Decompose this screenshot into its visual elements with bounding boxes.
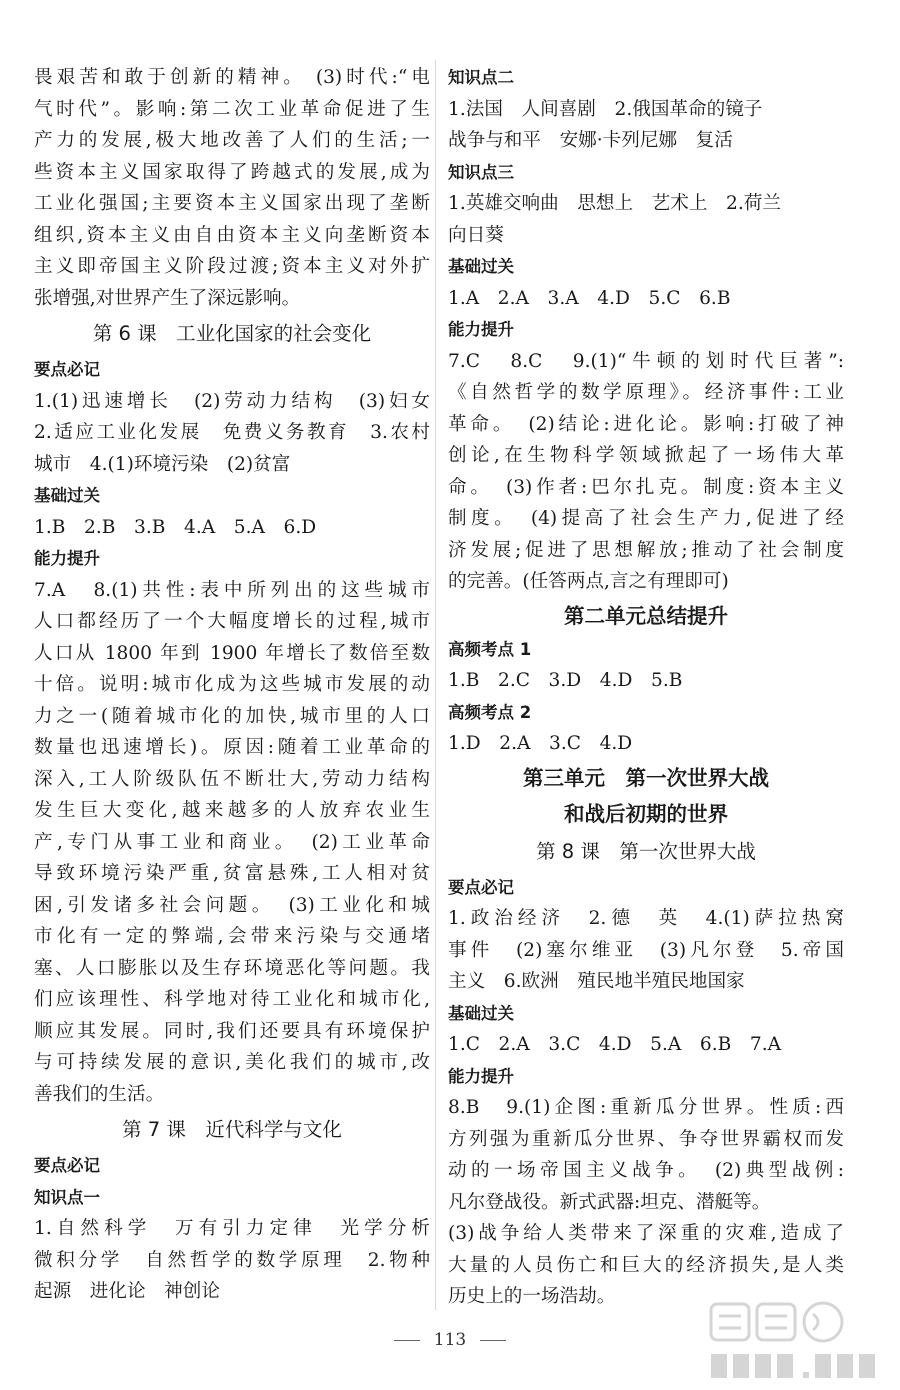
page-number-text: 113 xyxy=(433,1330,467,1350)
answer-line: 善我们的生活。 xyxy=(34,1083,165,1105)
answer-line: 起源 进化论 神创论 xyxy=(34,1281,220,1302)
text-line: 气时代”。影响:第二次工业革命促进了生 xyxy=(34,98,430,120)
lesson-8-title: 第 8 课 第一次世界大战 xyxy=(536,839,756,863)
section-label: 要点必记 xyxy=(448,877,514,897)
text-line: 产力的发展,极大地改善了人们的生活;一 xyxy=(34,130,430,151)
answer-line: 战争与和平 安娜·卡列尼娜 复活 xyxy=(448,130,733,151)
section-label: 能力提升 xyxy=(34,549,100,568)
text-line: 畏艰苦和敢于创新的精神。 (3)时代:“电 xyxy=(34,67,430,88)
page-number-dash-left xyxy=(394,1340,420,1341)
answer-line: 1.政治经济 2.德 英 4.(1)萨拉热窝 xyxy=(448,908,844,929)
answer-line: 1.英雄交响曲 思想上 艺术上 2.荷兰 xyxy=(448,193,781,214)
answer-line: 们应该理性、科学地对待工业化和城市化, xyxy=(34,989,430,1010)
text-line: 组织,资本主义由自由资本主义向垄断资本 xyxy=(34,224,430,246)
section-label: 基础过关 xyxy=(448,1003,514,1023)
answer-line: 1.法国 人间喜剧 2.俄国革命的镜子 xyxy=(448,98,763,120)
unit-3-title-continued: 和战后初期的世界 xyxy=(564,801,728,826)
answer-line: 动的一场帝国主义战争。 (2)典型战例: xyxy=(448,1160,844,1181)
lesson-6-title: 第 6 课 工业化国家的社会变化 xyxy=(92,322,372,345)
answer-line: 城市 4.(1)环境污染 (2)贫富 xyxy=(34,453,291,475)
answer-line: 1.C 2.A 3.C 4.D 5.A 6.B 7.A xyxy=(448,1034,782,1055)
section-label: 要点必记 xyxy=(34,1156,100,1175)
answer-line: 济发展;促进了思想解放;推动了社会制度 xyxy=(448,539,844,561)
column-divider xyxy=(435,60,436,1310)
answer-line: 革命。 (2)结论:进化论。影响:打破了神 xyxy=(448,413,844,435)
text-line: 些资本主义国家取得了跨越式的发展,成为 xyxy=(34,161,430,183)
answer-line: 困,引发诸多社会问题。 (3)工业化和城 xyxy=(34,894,430,916)
answer-line: 7.C 8.C 9.(1)“牛顿的划时代巨著”: xyxy=(448,350,844,372)
answer-line: 8.B 9.(1)企图:重新瓜分世界。性质:西 xyxy=(448,1097,844,1118)
unit-2-summary-title: 第二单元总结提升 xyxy=(564,603,728,628)
answer-line: 与可持续发展的意识,美化我们的城市,改 xyxy=(34,1052,430,1073)
watermark-logo xyxy=(705,1298,895,1386)
answer-line: 制度。 (4)提高了社会生产力,促进了经 xyxy=(448,508,844,529)
section-label: 能力提升 xyxy=(448,1066,514,1086)
answer-line: 人口从 1800 年到 1900 年增长了数倍至数 xyxy=(34,642,430,664)
answer-line: 方列强为重新瓜分世界、争夺世界霸权而发 xyxy=(448,1128,844,1150)
answer-line: 1.(1)迅速增长 (2)劳动力结构 (3)妇女 xyxy=(34,390,430,412)
answer-line: 发生巨大变化,越来越多的人放弃农业生 xyxy=(34,800,430,821)
answer-line: 1.B 2.C 3.D 4.D 5.B xyxy=(448,670,683,691)
answer-line: 大量的人员伤亡和巨大的经济损失,是人类 xyxy=(448,1254,844,1276)
answer-line: 主义 6.欧洲 殖民地半殖民地国家 xyxy=(448,971,745,992)
answer-line: 导致环境污染严重,贫富悬殊,工人相对贫 xyxy=(34,863,430,884)
knowledge-point-label: 知识点一 xyxy=(34,1187,100,1207)
lesson-7-title: 第 7 课 近代科学与文化 xyxy=(122,1118,342,1141)
answer-line: 市化有一定的弊端,会带来污染与交通堵 xyxy=(34,926,430,947)
section-label: 能力提升 xyxy=(448,320,514,339)
knowledge-point-label: 知识点二 xyxy=(448,68,514,87)
text-line: 工业化强国;主要资本主义国家出现了垄断 xyxy=(34,193,430,214)
answer-line: (3)战争给人类带来了深重的灾难,造成了 xyxy=(448,1223,844,1244)
answer-line: 事件 (2)塞尔维亚 (3)凡尔登 5.帝国 xyxy=(448,939,844,961)
left-column xyxy=(34,62,430,1308)
section-label: 基础过关 xyxy=(448,257,514,276)
answer-line: 力之一(随着城市化的加快,城市里的人口 xyxy=(34,705,430,727)
unit-3-title: 第三单元 第一次世界大战 xyxy=(523,765,769,790)
answer-line: 向日葵 xyxy=(448,224,504,246)
answer-line: 《自然哲学的数学原理》。经济事件:工业 xyxy=(448,382,844,403)
answer-line: 的完善。(任答两点,言之有理即可) xyxy=(448,571,729,592)
answer-line: 7.A 8.(1)共性:表中所列出的这些城市 xyxy=(34,579,430,601)
answer-line: 产,专门从事工业和商业。 (2)工业革命 xyxy=(34,831,430,853)
answer-line: 微积分学 自然哲学的数学原理 2.物种 xyxy=(34,1249,430,1271)
answer-line: 数量也迅速增长)。原因:随着工业革命的 xyxy=(34,737,430,758)
answer-line: 命。 (3)作者:巴尔扎克。制度:资本主义 xyxy=(448,476,844,498)
text-line: 主义即帝国主义阶段过渡;资本主义对外扩 xyxy=(34,256,430,277)
answer-line: 创论,在生物科学领域掀起了一场伟大革 xyxy=(448,445,844,466)
answer-line: 深入,工人阶级队伍不断壮大,劳动力结构 xyxy=(34,768,430,790)
section-label: 要点必记 xyxy=(34,360,100,379)
answer-line: 1.D 2.A 3.C 4.D xyxy=(448,733,633,754)
answer-line: 十倍。说明:城市化成为这些城市发展的动 xyxy=(34,674,430,695)
answer-line: 凡尔登战役。新式武器:坦克、潜艇等。 xyxy=(448,1191,771,1213)
answer-line: 1.自然科学 万有引力定律 光学分析 xyxy=(34,1218,430,1239)
answer-line: 1.A 2.A 3.A 4.D 5.C 6.B xyxy=(448,287,731,309)
answer-line: 人口都经历了一个大幅度增长的过程,城市 xyxy=(34,611,430,632)
high-frequency-label: 高频考点 1 xyxy=(448,639,532,659)
section-label: 基础过关 xyxy=(34,486,100,505)
answer-line: 顺应其发展。同时,我们还要具有环境保护 xyxy=(34,1020,430,1042)
text-line: 张增强,对世界产生了深远影响。 xyxy=(34,287,301,309)
answer-line: 历史上的一场浩劫。 xyxy=(448,1286,616,1307)
answer-line: 2.适应工业化发展 免费义务教育 3.农村 xyxy=(34,422,430,443)
answer-line: 1.B 2.B 3.B 4.A 5.A 6.D xyxy=(34,516,317,538)
knowledge-point-label: 知识点三 xyxy=(448,162,514,182)
high-frequency-label: 高频考点 2 xyxy=(448,702,532,722)
right-column xyxy=(448,62,844,1313)
answer-line: 塞、人口膨胀以及生存环境恶化等问题。我 xyxy=(34,957,430,979)
page-number-dash-right xyxy=(480,1340,506,1341)
